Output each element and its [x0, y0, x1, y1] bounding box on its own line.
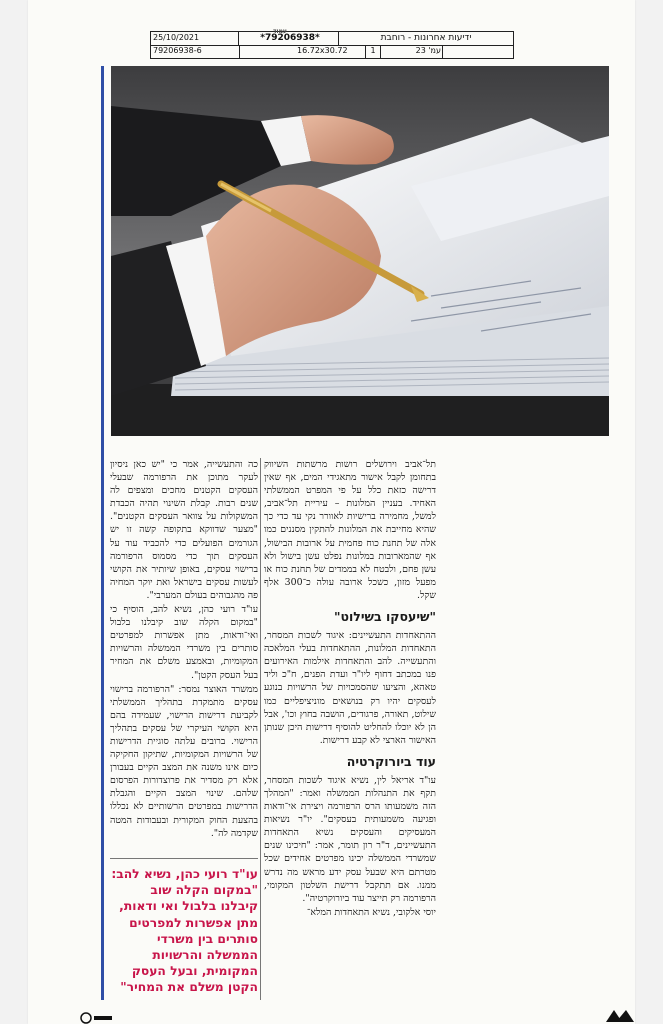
barcode-text: *79206938* — [260, 33, 320, 43]
subheading-bureaucracy: עוד ביורוקרטיה — [346, 753, 436, 769]
paragraph: יוסי אלקובי, נשיא התאחדות המלא־ — [306, 906, 436, 918]
metadata-row-bottom — [151, 45, 513, 58]
barcode-id — [238, 28, 341, 45]
paragraph: עו"ד אריאל לין, נשיא איגוד לשכות המסחר, תקף את התנהלות הממשלה ואמר: "המהלך הזה משמעותו הרס הרפורמה ויצירת אי־ודאות ופגיעה משמעותית בעסקים". יו"ר נשיאות המעסיקים והעסקים נשיא התאחדות התעשיינים, ד"ר רון תומר, אמר: "חיכינו שנים שמשרדי הממשלה יכינו מפרטים אחידים שכל מטרתם היא שבעל עסק ידע מראש מה נדרש ממנו. אם תתקבל דרישת השלטון המקומי, הרפורמה רק תייצר עוד ביורוקרטיה". — [264, 774, 436, 904]
brand-logo-icon — [48, 1006, 118, 1024]
metadata-row-top — [151, 28, 513, 46]
publish-date: 25/10/2021 — [153, 33, 200, 42]
clipping-metadata-table — [150, 28, 514, 59]
paragraph: עו"ד רועי כהן, נשיא להב, הוסיף כי "במקום הקלה שוב קיבלנו בלבול ואי־ודאות, מתן אפשרות למפרטים סותרים בין משרדי הממשלה והרשויות המקומיות, ובאמצע משלם את המחיר בעל העסק הקטן". — [110, 604, 258, 681]
paragraph: ההתאחדות התעשיינים: איגוד לשכות המסחר, התאחדות המלונות, ההתאחדות בעלי המלאכה והתעשייה. להב והתאחדות אילמות האירועים פנו במכתב דחוף ליו"ר ועדת הפנים, ח"כ וליד טאהא, והציעו שהסמכויות של הרשויות בנוגע לעסקים יהיו רק בנושאים מוניציפליים כמו שילוט, תאורה, פרגודים, הושבה בחוץ וכו', אבל הן לא יוכלו להחליט להוסיף דרישות היכן שנותן האישור הארצי לא קבע דרישות. — [264, 630, 436, 746]
source-name: ידיעות אחרונות - רוחבת — [338, 32, 513, 45]
paragraph: ממשרד האוצר נמסר: "הרפורמה ברישוי עסקים מתמקדת בתהליך הממשלתי לקביעת דרישות הרישוי, שעמידה בהם היא הקושי העיקרי של עסקים בתהליך הרישוי. ברובים עלתה סוגיית הדרישות של הרשויות המקומיות, שתיקון החקיקה כיום אינו משנה את המצב הקיים בעבורן אלא רק מסדיר את פרוצדורות הפרסום שלהם. שינוי המצב הקיים והגבלת הדרישות במפרטים הרשותיים לא נכללו בהצעת החוק המקורית ובעבודות המטה שקדמה לה". — [110, 683, 258, 839]
page-number: עמ' 23 — [415, 46, 441, 55]
accent-line — [101, 66, 104, 1000]
article-photo — [111, 66, 609, 436]
brand-mark-icon — [600, 1008, 640, 1024]
code-label: עמוד — [273, 28, 287, 35]
clip-size: 16.72x30.72 — [297, 46, 348, 55]
article-column-left — [110, 458, 258, 841]
item-count: 1 — [365, 45, 381, 58]
pull-quote: עו"ד רועי כהן, נשיא להב: "במקום הקלה שוב קיבלנו בלבול ואי ודאות, מתן אפשרות למפרטים סותרים בין משרדי הממשלה והרשויות המקומית, ובעל העסק הקטן משלם את המחיר" — [111, 867, 258, 995]
signing-documents-illustration — [111, 66, 609, 436]
pull-quote-rule — [110, 858, 258, 859]
subheading-signage: "שיעסקו בשילוט" — [334, 609, 436, 625]
article-column-right — [264, 458, 436, 920]
column-divider — [260, 458, 261, 1000]
clip-id: 79206938-6 — [153, 46, 202, 55]
paragraph: כה והתעשייה, אמר כי "יש כאן ניסיון לעקר מתוכן את הרפורמה שבעלי העסקים הקטנים מחכים ומצפים לה שנים רבות. קבלת השינוי תהיה הכבדת המשקולות על צוואר העסקים הקטנים". "מצער שדווקא בתקופה קשה זו יש הגורמים הפועלים כדי להכביד עוד על העסקים תוך כדי מסמוס הרפורמה ברישוי עסקים, באופן שיותיר את הקושי לעשות עסקים בישראל ואת יוקר המחיה פה מהגבוהים בעולם המערבי". — [110, 459, 258, 601]
paragraph: תל־אביב וירושלים רושות מרשתות השיווק בתחומן לקבל אישור מתאגידי המים, אף שאין דרישה כזאת כלל על פי המפרט הממשלתי האחיד. בעניין המלונות – עיריית תל־אביב, למשל, מחמירה ברישיות לאוורר נקי עד כדי כך שהיא מחייבת את המלונות להתקין מסננים כמו אלה של תחנת כוח פחמית על ארובות הבישול, אף שהמארובות במלונות נפלט עשן בישול ולא עשן פחם, ולבטח לא בממדים של תחנת כוח או מפעל מזון, כשכל ארובה עולה כ־300 אלף שקל. — [264, 459, 436, 601]
